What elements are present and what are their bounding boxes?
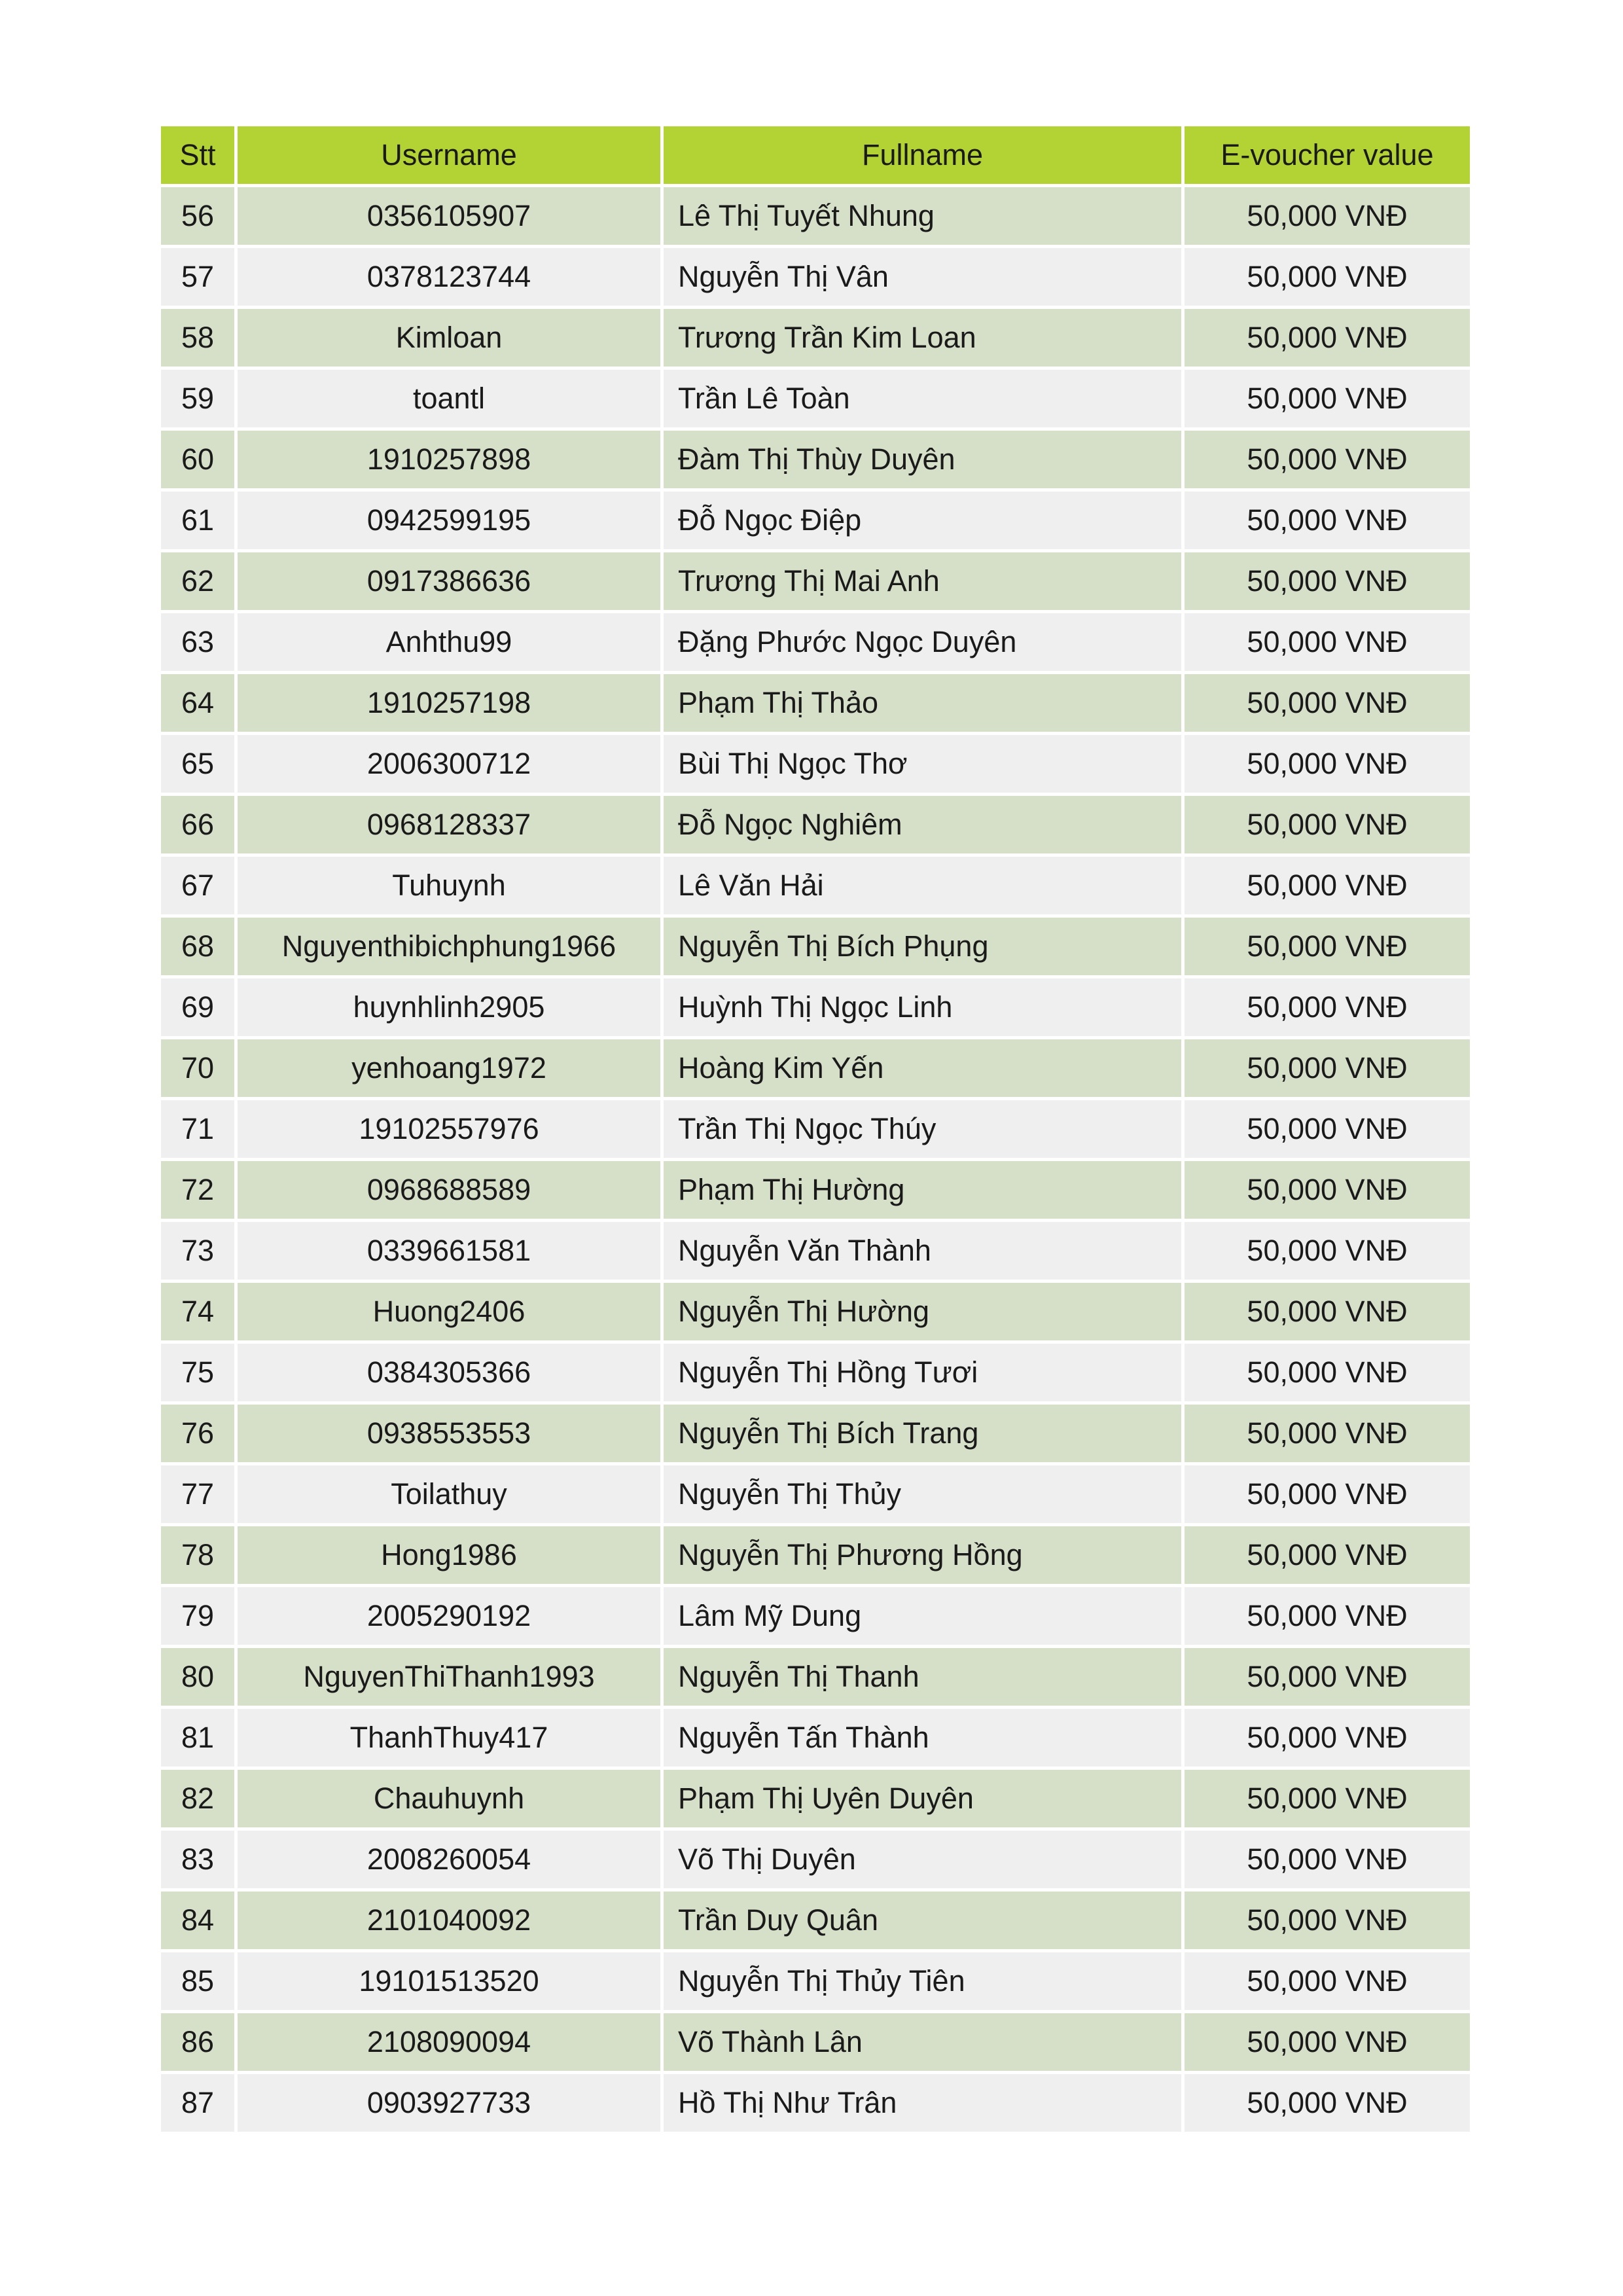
cell-stt: 72: [161, 1161, 234, 1219]
cell-value: 50,000 VNĐ: [1185, 492, 1470, 549]
cell-stt: 63: [161, 613, 234, 671]
cell-stt: 83: [161, 1831, 234, 1888]
cell-fullname: Nguyễn Thị Thủy Tiên: [664, 1952, 1181, 2010]
cell-value: 50,000 VNĐ: [1185, 613, 1470, 671]
cell-fullname: Lâm Mỹ Dung: [664, 1587, 1181, 1645]
cell-stt: 79: [161, 1587, 234, 1645]
table-row: [161, 1100, 1470, 1158]
cell-value: 50,000 VNĐ: [1185, 431, 1470, 488]
cell-stt: 58: [161, 309, 234, 367]
cell-value: 50,000 VNĐ: [1185, 1587, 1470, 1645]
cell-value: 50,000 VNĐ: [1185, 1039, 1470, 1097]
cell-value: 50,000 VNĐ: [1185, 1161, 1470, 1219]
cell-username: 0378123744: [238, 248, 660, 306]
cell-value: 50,000 VNĐ: [1185, 1892, 1470, 1949]
cell-stt: 75: [161, 1344, 234, 1401]
table-row: [161, 309, 1470, 367]
table-row: [161, 857, 1470, 914]
table-row: [161, 1161, 1470, 1219]
cell-username: 2006300712: [238, 735, 660, 793]
header-username: Username: [238, 126, 660, 184]
cell-stt: 77: [161, 1465, 234, 1523]
cell-stt: 69: [161, 978, 234, 1036]
cell-fullname: Nguyễn Tấn Thành: [664, 1709, 1181, 1767]
cell-stt: 86: [161, 2013, 234, 2071]
cell-value: 50,000 VNĐ: [1185, 1526, 1470, 1584]
cell-stt: 80: [161, 1648, 234, 1706]
cell-username: 0339661581: [238, 1222, 660, 1280]
table-row: [161, 1222, 1470, 1280]
cell-username: NguyenThiThanh1993: [238, 1648, 660, 1706]
cell-username: 0938553553: [238, 1405, 660, 1462]
cell-username: 19101513520: [238, 1952, 660, 2010]
cell-value: 50,000 VNĐ: [1185, 918, 1470, 975]
cell-stt: 76: [161, 1405, 234, 1462]
cell-fullname: Đặng Phước Ngọc Duyên: [664, 613, 1181, 671]
cell-value: 50,000 VNĐ: [1185, 370, 1470, 427]
table-row: [161, 492, 1470, 549]
cell-stt: 64: [161, 674, 234, 732]
table-row: [161, 918, 1470, 975]
cell-username: 2108090094: [238, 2013, 660, 2071]
table-row: [161, 1709, 1470, 1767]
cell-fullname: Trần Lê Toàn: [664, 370, 1181, 427]
cell-fullname: Lê Văn Hải: [664, 857, 1181, 914]
cell-stt: 78: [161, 1526, 234, 1584]
cell-stt: 87: [161, 2074, 234, 2132]
cell-stt: 57: [161, 248, 234, 306]
cell-username: toantl: [238, 370, 660, 427]
cell-value: 50,000 VNĐ: [1185, 2013, 1470, 2071]
header-value: E-voucher value: [1185, 126, 1470, 184]
cell-value: 50,000 VNĐ: [1185, 1344, 1470, 1401]
cell-stt: 66: [161, 796, 234, 853]
cell-value: 50,000 VNĐ: [1185, 1405, 1470, 1462]
cell-value: 50,000 VNĐ: [1185, 1648, 1470, 1706]
cell-fullname: Nguyễn Thị Bích Phụng: [664, 918, 1181, 975]
header-stt: Stt: [161, 126, 234, 184]
header-fullname: Fullname: [664, 126, 1181, 184]
cell-username: 0942599195: [238, 492, 660, 549]
cell-username: huynhlinh2905: [238, 978, 660, 1036]
cell-stt: 70: [161, 1039, 234, 1097]
cell-stt: 81: [161, 1709, 234, 1767]
cell-fullname: Đỗ Ngọc Nghiêm: [664, 796, 1181, 853]
cell-stt: 61: [161, 492, 234, 549]
table-row: [161, 370, 1470, 427]
cell-username: Huong2406: [238, 1283, 660, 1340]
cell-fullname: Phạm Thị Uyên Duyên: [664, 1770, 1181, 1827]
cell-username: 0968688589: [238, 1161, 660, 1219]
cell-username: Toilathuy: [238, 1465, 660, 1523]
cell-stt: 73: [161, 1222, 234, 1280]
voucher-table: [158, 123, 1473, 2135]
cell-stt: 56: [161, 187, 234, 245]
table-row: [161, 1770, 1470, 1827]
cell-fullname: Trần Duy Quân: [664, 1892, 1181, 1949]
cell-value: 50,000 VNĐ: [1185, 309, 1470, 367]
cell-username: Tuhuynh: [238, 857, 660, 914]
cell-fullname: Trương Thị Mai Anh: [664, 552, 1181, 610]
cell-fullname: Lê Thị Tuyết Nhung: [664, 187, 1181, 245]
cell-stt: 60: [161, 431, 234, 488]
cell-fullname: Nguyễn Thị Thủy: [664, 1465, 1181, 1523]
cell-fullname: Phạm Thị Thảo: [664, 674, 1181, 732]
cell-username: Anhthu99: [238, 613, 660, 671]
cell-value: 50,000 VNĐ: [1185, 1709, 1470, 1767]
cell-value: 50,000 VNĐ: [1185, 796, 1470, 853]
cell-fullname: Huỳnh Thị Ngọc Linh: [664, 978, 1181, 1036]
cell-username: 19102557976: [238, 1100, 660, 1158]
cell-stt: 65: [161, 735, 234, 793]
cell-fullname: Nguyễn Thị Bích Trang: [664, 1405, 1181, 1462]
cell-value: 50,000 VNĐ: [1185, 1770, 1470, 1827]
table-body: [161, 187, 1470, 2132]
cell-fullname: Phạm Thị Hường: [664, 1161, 1181, 1219]
cell-stt: 62: [161, 552, 234, 610]
table-row: [161, 674, 1470, 732]
cell-username: 2008260054: [238, 1831, 660, 1888]
cell-username: yenhoang1972: [238, 1039, 660, 1097]
table-row: [161, 552, 1470, 610]
table-row: [161, 2013, 1470, 2071]
cell-username: ThanhThuy417: [238, 1709, 660, 1767]
table-row: [161, 1526, 1470, 1584]
cell-stt: 84: [161, 1892, 234, 1949]
cell-username: 2101040092: [238, 1892, 660, 1949]
cell-stt: 71: [161, 1100, 234, 1158]
header-row: [161, 126, 1470, 184]
cell-stt: 74: [161, 1283, 234, 1340]
cell-stt: 85: [161, 1952, 234, 2010]
cell-fullname: Trần Thị Ngọc Thúy: [664, 1100, 1181, 1158]
cell-fullname: Nguyễn Thị Thanh: [664, 1648, 1181, 1706]
cell-username: 0384305366: [238, 1344, 660, 1401]
cell-value: 50,000 VNĐ: [1185, 187, 1470, 245]
cell-value: 50,000 VNĐ: [1185, 1283, 1470, 1340]
table-row: [161, 1344, 1470, 1401]
cell-value: 50,000 VNĐ: [1185, 552, 1470, 610]
cell-stt: 68: [161, 918, 234, 975]
table-row: [161, 431, 1470, 488]
table-row: [161, 187, 1470, 245]
table-row: [161, 978, 1470, 1036]
cell-value: 50,000 VNĐ: [1185, 1222, 1470, 1280]
table-header: [161, 126, 1470, 184]
cell-stt: 82: [161, 1770, 234, 1827]
cell-fullname: Nguyễn Thị Hường: [664, 1283, 1181, 1340]
table-row: [161, 1892, 1470, 1949]
table-row: [161, 1405, 1470, 1462]
table-row: [161, 1587, 1470, 1645]
cell-username: 1910257898: [238, 431, 660, 488]
cell-fullname: Hồ Thị Như Trân: [664, 2074, 1181, 2132]
cell-value: 50,000 VNĐ: [1185, 1831, 1470, 1888]
cell-username: 0356105907: [238, 187, 660, 245]
cell-username: Nguyenthibichphung1966: [238, 918, 660, 975]
cell-fullname: Đàm Thị Thùy Duyên: [664, 431, 1181, 488]
cell-value: 50,000 VNĐ: [1185, 857, 1470, 914]
cell-fullname: Nguyễn Văn Thành: [664, 1222, 1181, 1280]
cell-username: Kimloan: [238, 309, 660, 367]
table-row: [161, 2074, 1470, 2132]
table-row: [161, 248, 1470, 306]
cell-username: 0968128337: [238, 796, 660, 853]
cell-fullname: Nguyễn Thị Hồng Tươi: [664, 1344, 1181, 1401]
cell-username: 2005290192: [238, 1587, 660, 1645]
cell-value: 50,000 VNĐ: [1185, 1100, 1470, 1158]
cell-username: Hong1986: [238, 1526, 660, 1584]
cell-stt: 59: [161, 370, 234, 427]
cell-username: Chauhuynh: [238, 1770, 660, 1827]
table-row: [161, 1039, 1470, 1097]
cell-username: 1910257198: [238, 674, 660, 732]
cell-fullname: Nguyễn Thị Vân: [664, 248, 1181, 306]
cell-fullname: Hoàng Kim Yến: [664, 1039, 1181, 1097]
cell-fullname: Nguyễn Thị Phương Hồng: [664, 1526, 1181, 1584]
table-row: [161, 1283, 1470, 1340]
cell-fullname: Đỗ Ngọc Điệp: [664, 492, 1181, 549]
table-row: [161, 796, 1470, 853]
table-row: [161, 1648, 1470, 1706]
cell-fullname: Trương Trần Kim Loan: [664, 309, 1181, 367]
cell-value: 50,000 VNĐ: [1185, 735, 1470, 793]
cell-value: 50,000 VNĐ: [1185, 248, 1470, 306]
table-row: [161, 1831, 1470, 1888]
cell-username: 0917386636: [238, 552, 660, 610]
cell-username: 0903927733: [238, 2074, 660, 2132]
cell-value: 50,000 VNĐ: [1185, 978, 1470, 1036]
cell-value: 50,000 VNĐ: [1185, 1465, 1470, 1523]
table-row: [161, 735, 1470, 793]
cell-stt: 67: [161, 857, 234, 914]
cell-value: 50,000 VNĐ: [1185, 674, 1470, 732]
cell-value: 50,000 VNĐ: [1185, 1952, 1470, 2010]
cell-fullname: Bùi Thị Ngọc Thơ: [664, 735, 1181, 793]
cell-value: 50,000 VNĐ: [1185, 2074, 1470, 2132]
cell-fullname: Võ Thị Duyên: [664, 1831, 1181, 1888]
table-row: [161, 1952, 1470, 2010]
table-row: [161, 613, 1470, 671]
cell-fullname: Võ Thành Lân: [664, 2013, 1181, 2071]
table-row: [161, 1465, 1470, 1523]
